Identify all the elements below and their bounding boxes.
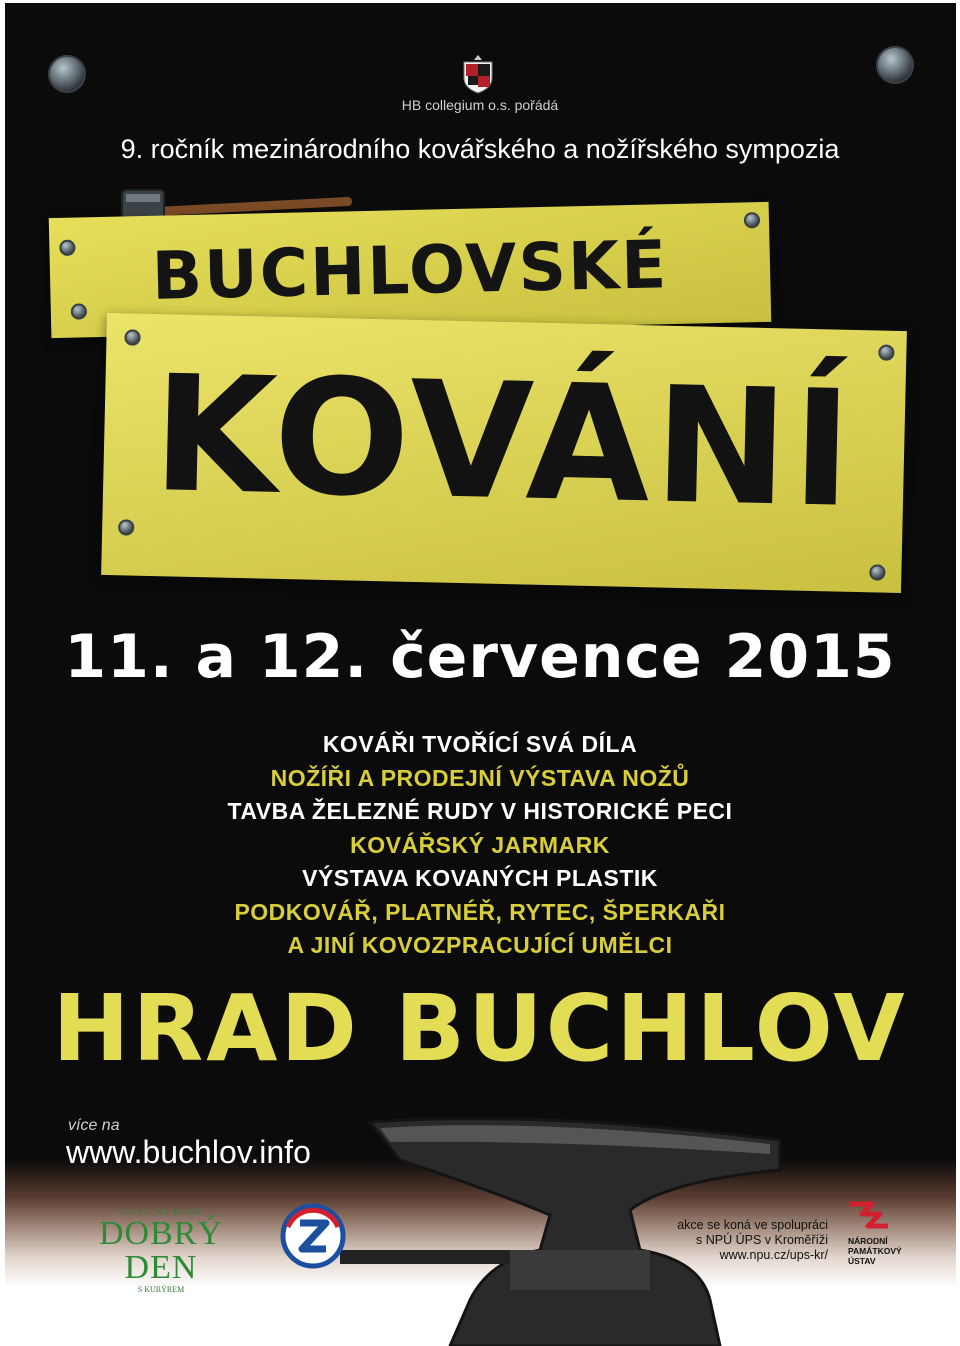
website-link[interactable]: www.buchlov.info bbox=[66, 1134, 311, 1170]
partner-link[interactable]: www.npu.cz/ups-kr/ bbox=[719, 1248, 828, 1262]
title-line-2: KOVÁNÍ bbox=[150, 340, 858, 543]
rivet-icon bbox=[869, 564, 885, 580]
title-line-1: BUCHLOVSKÉ bbox=[150, 226, 670, 315]
program-item: A JINÍ KOVOZPRACUJÍCÍ UMĚLCI bbox=[287, 932, 673, 958]
npu-line: NÁRODNÍ bbox=[848, 1236, 888, 1246]
program-item: PODKOVÁŘ, PLATNÉŘ, RYTEC, ŠPERKAŘI bbox=[234, 898, 726, 925]
program-item: TAVBA ŽELEZNÉ RUDY V HISTORICKÉ PECI bbox=[227, 798, 733, 824]
venue-title: HRAD BUCHLOV bbox=[52, 975, 908, 1082]
partner-line: s NPÚ ÚPS v Kroměříži bbox=[696, 1233, 828, 1247]
partner-note bbox=[640, 1218, 828, 1263]
dobry-den-top: SLOVÁCKÝ DENÍK bbox=[118, 1208, 204, 1217]
rivet-icon bbox=[876, 46, 914, 84]
partner-line: akce se koná ve spolupráci bbox=[677, 1218, 828, 1232]
organizer-text: HB collegium o.s. pořádá bbox=[401, 97, 559, 113]
rivet-icon bbox=[878, 344, 894, 360]
program-item: VÝSTAVA KOVANÝCH PLASTIK bbox=[302, 865, 658, 891]
npu-line: PAMÁTKOVÝ bbox=[848, 1246, 902, 1256]
program-list bbox=[0, 728, 960, 963]
program-item: KOVÁŘSKÝ JARMARK bbox=[350, 831, 610, 858]
dobry-den-sub: S KURÝREM bbox=[137, 1285, 185, 1294]
more-info-label: více na bbox=[68, 1117, 120, 1134]
dobry-den-logo bbox=[66, 1208, 256, 1294]
npu-logo-icon bbox=[840, 1200, 900, 1236]
crest-icon bbox=[460, 54, 496, 94]
centro-zlin-logo bbox=[280, 1203, 346, 1269]
program-item: NOŽÍŘI A PRODEJNÍ VÝSTAVA NOŽŮ bbox=[270, 764, 690, 791]
event-subtitle: 9. ročník mezinárodního kovářského a nožířského sympozia bbox=[120, 134, 840, 164]
program-item: KOVÁŘI TVOŘÍCÍ SVÁ DÍLA bbox=[322, 731, 638, 757]
dobry-den-name: DOBRÝ DEN bbox=[98, 1215, 224, 1286]
rivet-icon bbox=[48, 55, 86, 93]
title-sign-main bbox=[101, 313, 907, 593]
npu-line: ÚSTAV bbox=[848, 1256, 876, 1266]
npu-logo-text bbox=[848, 1236, 928, 1266]
event-date: 11. a 12. července 2015 bbox=[64, 622, 896, 692]
